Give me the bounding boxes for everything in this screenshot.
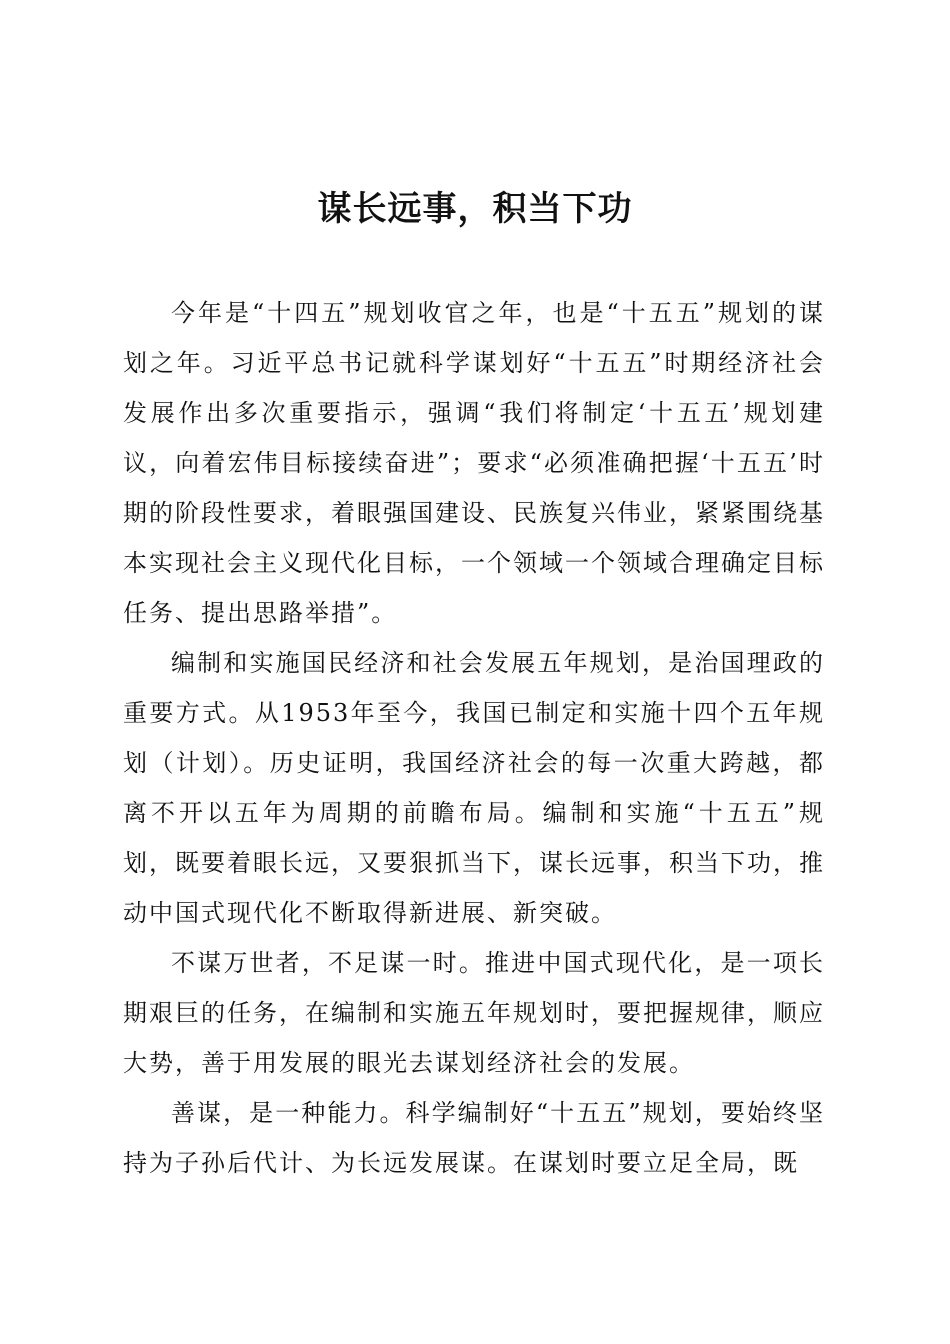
paragraph-3: 不谋万世者，不足谋一时。推进中国式现代化，是一项长期艰巨的任务，在编制和实施五年规划时，要把握规律，顺应大势，善于用发展的眼光去谋划经济社会的发展。 — [123, 949, 825, 1077]
paragraph-4: 善谋，是一种能力。科学编制好“十五五”规划，要始终坚持为子孙后代计、为长远发展谋。在谋划时要立足全局，既 — [123, 1099, 825, 1177]
document-body — [123, 288, 825, 1188]
paragraph-1: 今年是“十四五”规划收官之年，也是“十五五”规划的谋划之年。习近平总书记就科学谋划好“十五五”时期经济社会发展作出多次重要指示，强调“我们将制定‘十五五’规划建议，向着宏伟目标接续奋进”；要求“必须准确把握‘十五五’时期的阶段性要求，着眼强国建设、民族复兴伟业，紧紧围绕基本实现社会主义现代化目标，一个领域一个领域合理确定目标任务、提出思路举措”。 — [123, 299, 825, 627]
document-title: 谋长远事，积当下功 — [317, 189, 633, 229]
paragraph-2: 编制和实施国民经济和社会发展五年规划，是治国理政的重要方式。从1953年至今，我国已制定和实施十四个五年规划（计划）。历史证明，我国经济社会的每一次重大跨越，都离不开以五年为周期的前瞻布局。编制和实施“十五五”规划，既要着眼长远，又要狠抓当下，谋长远事，积当下功，推动中国式现代化不断取得新进展、新突破。 — [123, 649, 825, 927]
